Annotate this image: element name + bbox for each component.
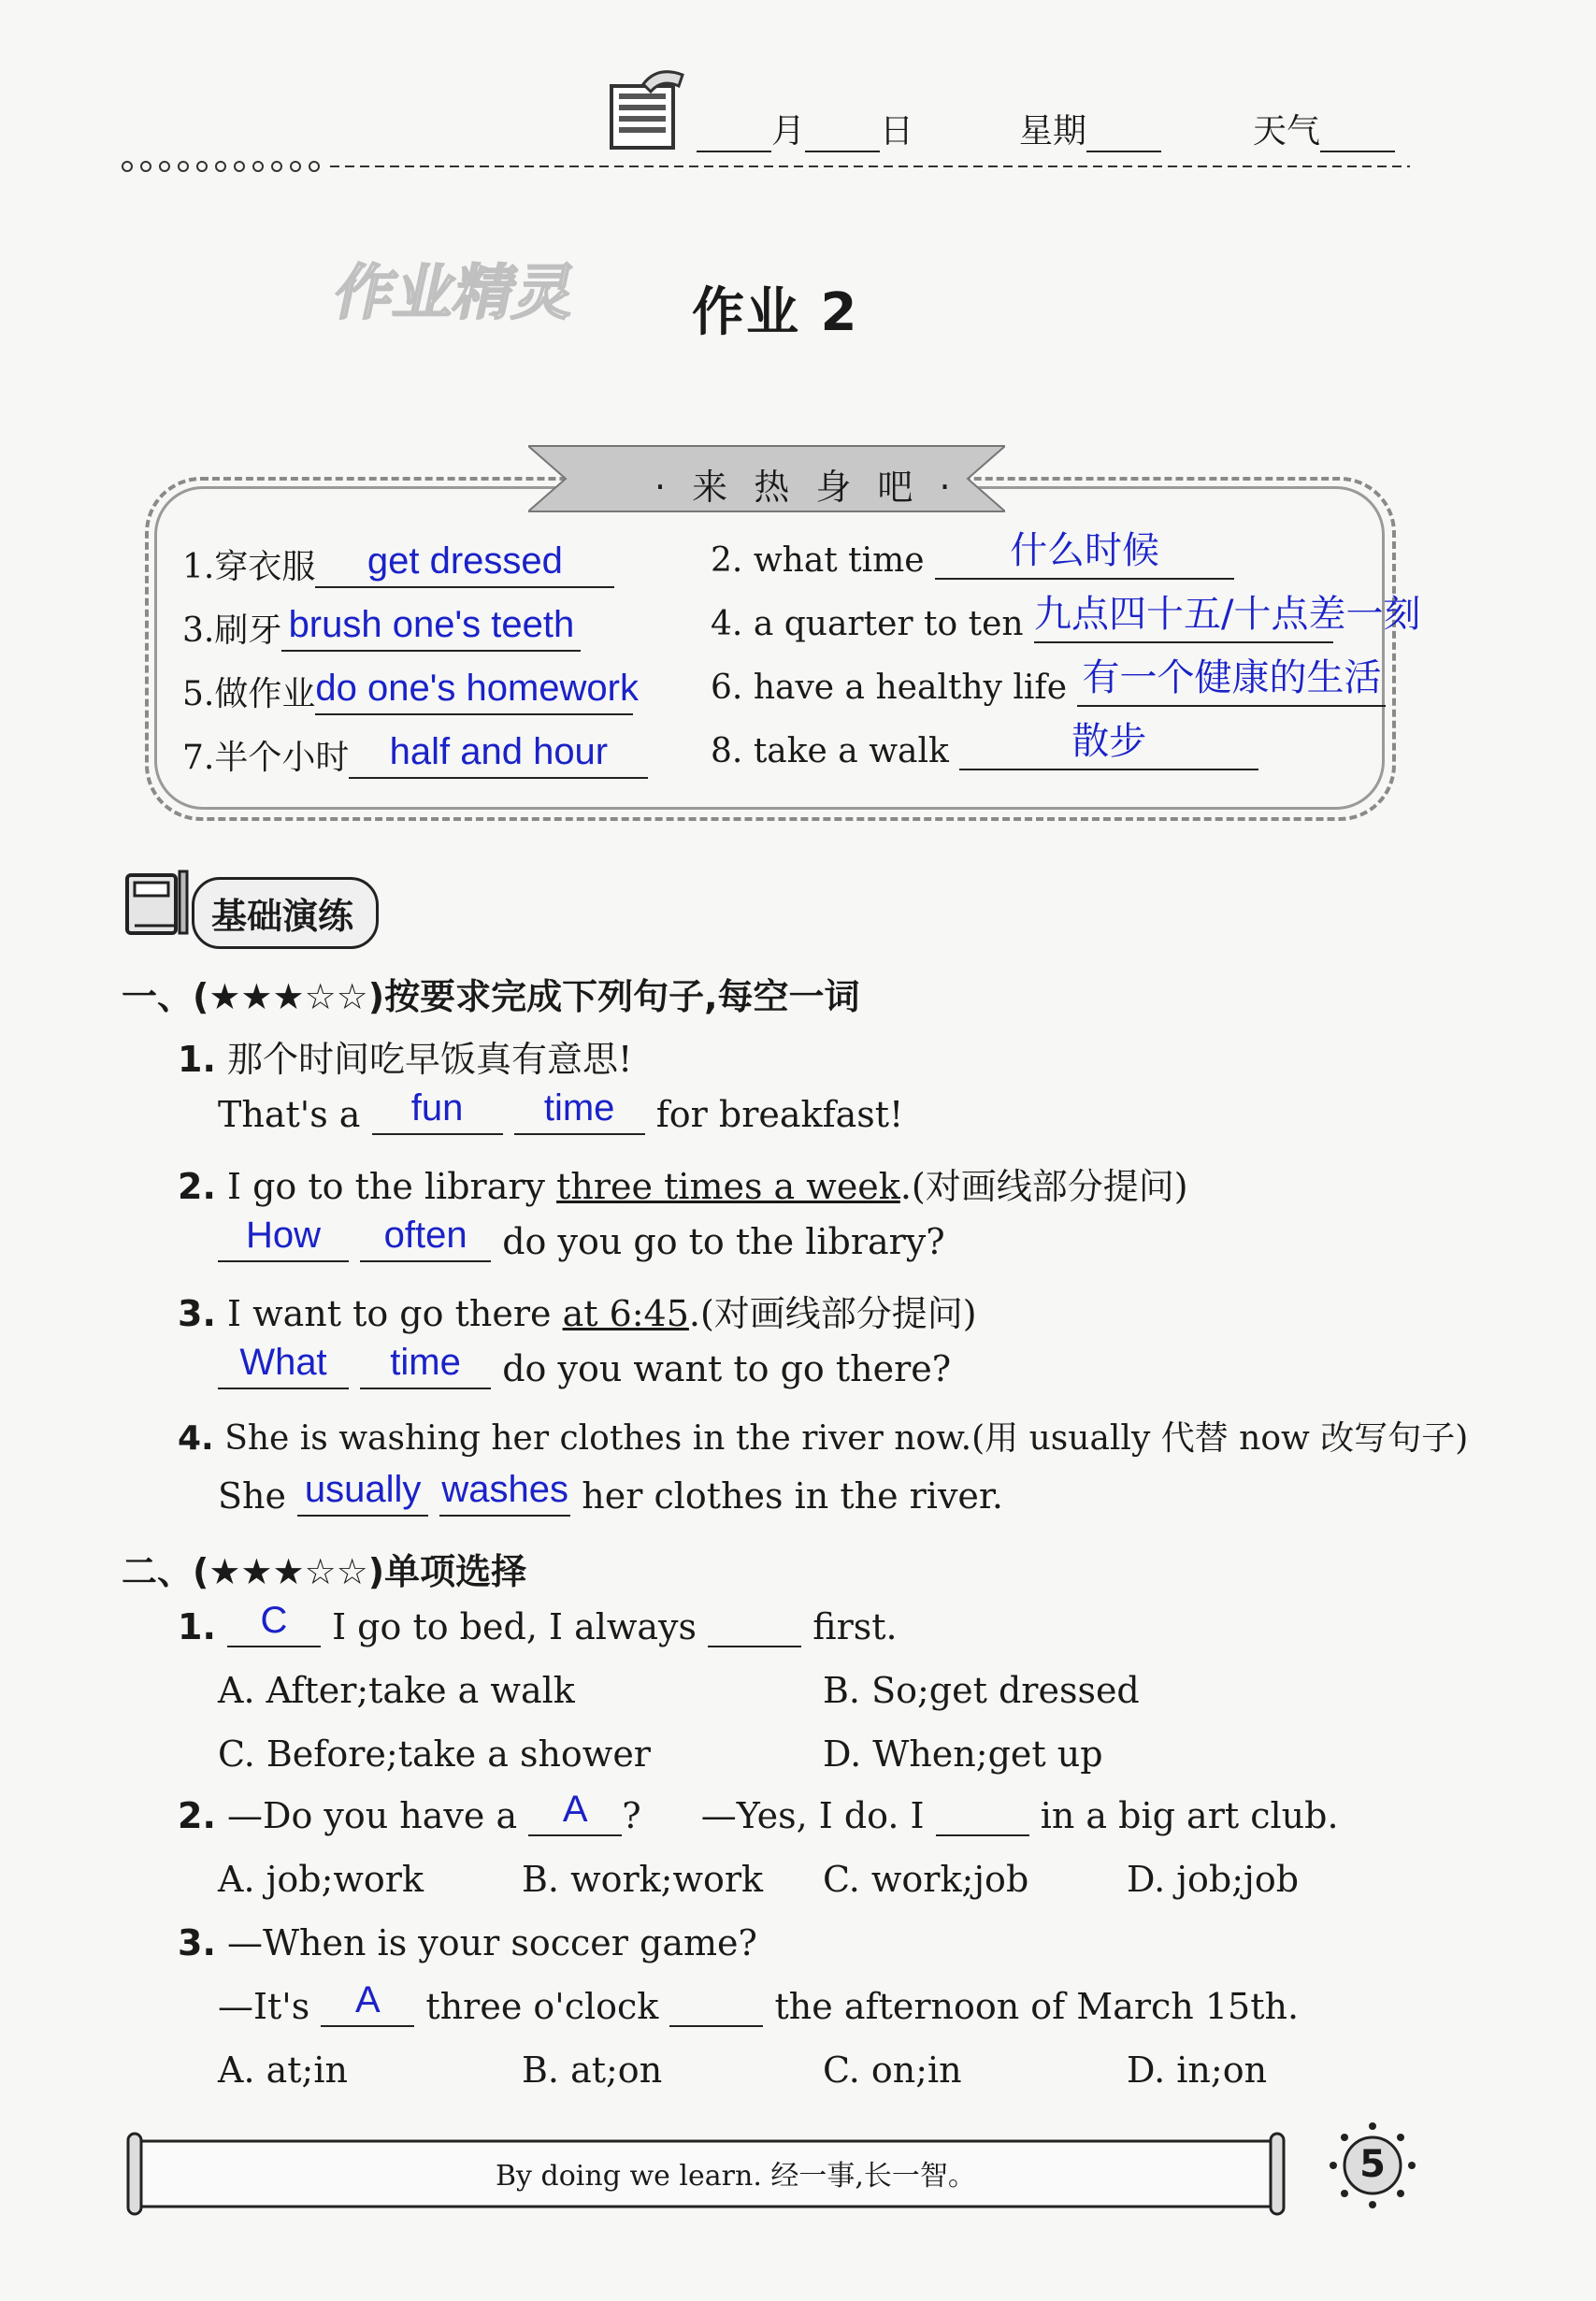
answer-blank[interactable] xyxy=(218,1215,349,1262)
vocab-item-3 xyxy=(182,604,581,652)
p1-q1-cn xyxy=(178,1030,632,1082)
sentence-part: for breakfast! xyxy=(655,1094,904,1135)
vocab-blank[interactable] xyxy=(315,540,614,588)
sentence-part: her clothes in the river. xyxy=(582,1475,1003,1517)
vocab-prompt: 做作业 xyxy=(214,675,316,713)
vocab-prompt: take a walk xyxy=(753,732,949,770)
p1-q4-answer-line xyxy=(218,1469,1003,1517)
vocab-answer: half and hour xyxy=(389,731,609,772)
page-number: 5 xyxy=(1359,2143,1386,2186)
question-text: the afternoon of March 15th. xyxy=(774,1986,1300,2027)
question-text: 那个时间吃早饭真有意思! xyxy=(226,1039,633,1080)
header-dotted-divider xyxy=(120,157,1410,176)
footer-motto: By doing we learn. 经一事,长一智。 xyxy=(496,2160,976,2193)
question-number: 3. xyxy=(178,1922,216,1963)
question-text: I go to bed, I always xyxy=(332,1606,697,1647)
vocab-blank[interactable] xyxy=(281,604,581,652)
p1-q1-answer-line xyxy=(218,1087,904,1135)
header-weekday xyxy=(1019,105,1161,152)
answer-blank[interactable] xyxy=(321,1979,414,2027)
section-label: 基础演练 xyxy=(192,877,379,949)
answer-text: A xyxy=(562,1789,588,1830)
vocab-num: 5. xyxy=(182,675,215,713)
question-text: —Yes, I do. I xyxy=(700,1795,925,1836)
p2-q2-option-d[interactable]: D. job;job xyxy=(1127,1859,1300,1900)
vocab-item-1 xyxy=(182,540,614,588)
sentence-part: do you want to go there? xyxy=(502,1348,952,1389)
vocab-blank[interactable] xyxy=(1077,656,1386,707)
answer-text: time xyxy=(390,1342,461,1383)
answer-blank[interactable] xyxy=(218,1342,349,1389)
p2-q1 xyxy=(178,1600,898,1647)
question-number: 1. xyxy=(178,1606,216,1647)
question-number: 4. xyxy=(178,1419,214,1458)
vocab-num: 3. xyxy=(182,611,215,650)
answer-text: usually xyxy=(304,1469,422,1510)
vocab-answer: 散步 xyxy=(1071,720,1147,763)
vocab-blank[interactable] xyxy=(935,529,1234,580)
vocab-prompt: 半个小时 xyxy=(214,739,350,777)
weather-blank[interactable] xyxy=(1320,119,1395,152)
vocab-blank[interactable] xyxy=(349,731,648,779)
p2-q3-option-b[interactable]: B. at;on xyxy=(522,2049,663,2091)
answer-text: C xyxy=(260,1600,288,1641)
vocab-item-2 xyxy=(711,529,1234,580)
header-weather xyxy=(1253,105,1395,152)
question-text: I want to go there xyxy=(226,1293,563,1334)
p2-q1-option-a[interactable]: A. After;take a walk xyxy=(218,1670,575,1711)
part1-heading: 一、(★★★☆☆)按要求完成下列句子,每空一词 xyxy=(122,976,860,1017)
vocab-item-5 xyxy=(182,668,639,715)
question-text: .(对画线部分提问) xyxy=(688,1293,977,1334)
answer-blank[interactable] xyxy=(708,1608,801,1647)
p2-q1-option-d[interactable]: D. When;get up xyxy=(823,1733,1103,1775)
sentence-part: She xyxy=(218,1475,286,1517)
vocab-answer: do one's homework xyxy=(315,668,639,709)
answer-blank[interactable] xyxy=(227,1600,321,1647)
question-number: 1. xyxy=(178,1039,216,1080)
p1-q3-answer-line xyxy=(218,1342,952,1389)
question-text: first. xyxy=(812,1606,898,1647)
answer-blank[interactable] xyxy=(360,1215,491,1262)
vocab-num: 2. xyxy=(711,541,743,580)
underlined-phrase: at 6:45 xyxy=(562,1293,689,1334)
vocab-prompt: 穿衣服 xyxy=(214,548,316,586)
answer-blank[interactable] xyxy=(936,1797,1029,1836)
month-blank[interactable] xyxy=(697,119,771,152)
p1-q4 xyxy=(178,1412,1468,1460)
vocab-prompt: what time xyxy=(753,541,925,580)
p2-q1-option-c[interactable]: C. Before;take a shower xyxy=(218,1733,651,1775)
answer-text: time xyxy=(543,1087,615,1129)
question-text: She is washing her clothes in the river now.(用 usually 代替 now 改写句子) xyxy=(224,1419,1469,1458)
vocab-answer: get dressed xyxy=(367,540,563,582)
watermark-logo: 作业精灵 xyxy=(327,259,582,328)
header-calendar-icon xyxy=(606,65,690,154)
page-number-badge xyxy=(1328,2121,1417,2210)
answer-text: often xyxy=(383,1215,467,1256)
question-text: ? xyxy=(622,1795,641,1836)
vocab-blank[interactable] xyxy=(315,668,639,715)
answer-blank[interactable] xyxy=(669,1988,763,2027)
sentence-part: do you go to the library? xyxy=(502,1221,945,1262)
p2-q3-option-d[interactable]: D. in;on xyxy=(1127,2049,1268,2091)
day-label: 日 xyxy=(880,112,914,151)
answer-text: What xyxy=(239,1342,327,1383)
answer-blank[interactable] xyxy=(439,1469,570,1517)
question-number: 2. xyxy=(178,1166,216,1207)
weekday-blank[interactable] xyxy=(1086,119,1161,152)
p1-q2 xyxy=(178,1158,1188,1209)
p2-q3-line2 xyxy=(218,1979,1300,2027)
vocab-num: 4. xyxy=(711,605,743,643)
question-text: I go to the library xyxy=(226,1166,557,1207)
question-text: in a big art club. xyxy=(1040,1795,1339,1836)
vocab-num: 6. xyxy=(711,669,743,707)
question-text: —Do you have a xyxy=(226,1795,518,1836)
answer-blank[interactable] xyxy=(514,1087,645,1135)
p2-q2-option-b[interactable]: B. work;work xyxy=(522,1859,764,1900)
question-text: .(对画线部分提问) xyxy=(899,1166,1188,1207)
vocab-prompt: a quarter to ten xyxy=(753,605,1024,643)
p2-q3 xyxy=(178,1922,757,1963)
answer-blank[interactable] xyxy=(372,1087,503,1135)
page-title: 作业 2 xyxy=(692,282,859,343)
answer-blank[interactable] xyxy=(528,1789,622,1836)
warmup-banner-title: · 来 热 身 吧 · xyxy=(654,467,958,508)
vocab-item-4 xyxy=(711,593,1421,643)
p2-q2-option-c[interactable]: C. work;job xyxy=(823,1859,1029,1900)
answer-blank[interactable] xyxy=(297,1469,428,1517)
answer-text: fun xyxy=(410,1087,464,1129)
answer-text: A xyxy=(354,1979,381,2021)
vocab-prompt: have a healthy life xyxy=(753,669,1068,707)
weather-label: 天气 xyxy=(1253,112,1321,151)
part2-heading: 二、(★★★☆☆)单项选择 xyxy=(122,1551,527,1592)
question-text: —It's xyxy=(218,1986,310,2027)
weekday-label: 星期 xyxy=(1019,112,1087,151)
vocab-item-7 xyxy=(182,731,648,779)
vocab-item-6 xyxy=(711,656,1386,707)
underlined-phrase: three times a week xyxy=(556,1166,900,1207)
vocab-answer: 什么时候 xyxy=(1010,529,1160,572)
answer-blank[interactable] xyxy=(360,1342,491,1389)
answer-text: washes xyxy=(441,1469,568,1510)
vocab-num: 7. xyxy=(182,739,215,777)
vocab-num: 1. xyxy=(182,548,215,586)
p2-q2-option-a[interactable]: A. job;work xyxy=(218,1859,424,1900)
month-label: 月 xyxy=(771,112,806,151)
vocab-prompt: 刷牙 xyxy=(214,611,282,650)
book-icon xyxy=(122,868,196,942)
p2-q2 xyxy=(178,1789,1339,1836)
question-text: three o'clock xyxy=(425,1986,659,2027)
vocab-num: 8. xyxy=(711,732,743,770)
vocab-blank[interactable] xyxy=(1034,593,1421,643)
vocab-answer: brush one's teeth xyxy=(288,604,575,645)
vocab-item-8 xyxy=(711,720,1258,770)
sentence-part: That's a xyxy=(218,1094,361,1135)
answer-text: How xyxy=(245,1215,322,1256)
day-blank[interactable] xyxy=(805,119,880,152)
vocab-answer: 有一个健康的生活 xyxy=(1082,656,1382,699)
p2-q3-option-a[interactable]: A. at;in xyxy=(218,2049,348,2091)
question-number: 2. xyxy=(178,1795,216,1836)
p2-q3-option-c[interactable]: C. on;in xyxy=(823,2049,962,2091)
vocab-answer: 九点四十五/十点差一刻 xyxy=(1034,593,1421,636)
header-date-fields xyxy=(697,105,913,152)
p2-q1-option-b[interactable]: B. So;get dressed xyxy=(823,1670,1140,1711)
question-number: 3. xyxy=(178,1293,216,1334)
p1-q2-answer-line xyxy=(218,1215,945,1262)
vocab-blank[interactable] xyxy=(959,720,1258,770)
p1-q3 xyxy=(178,1285,977,1336)
question-text: —When is your soccer game? xyxy=(226,1922,757,1963)
